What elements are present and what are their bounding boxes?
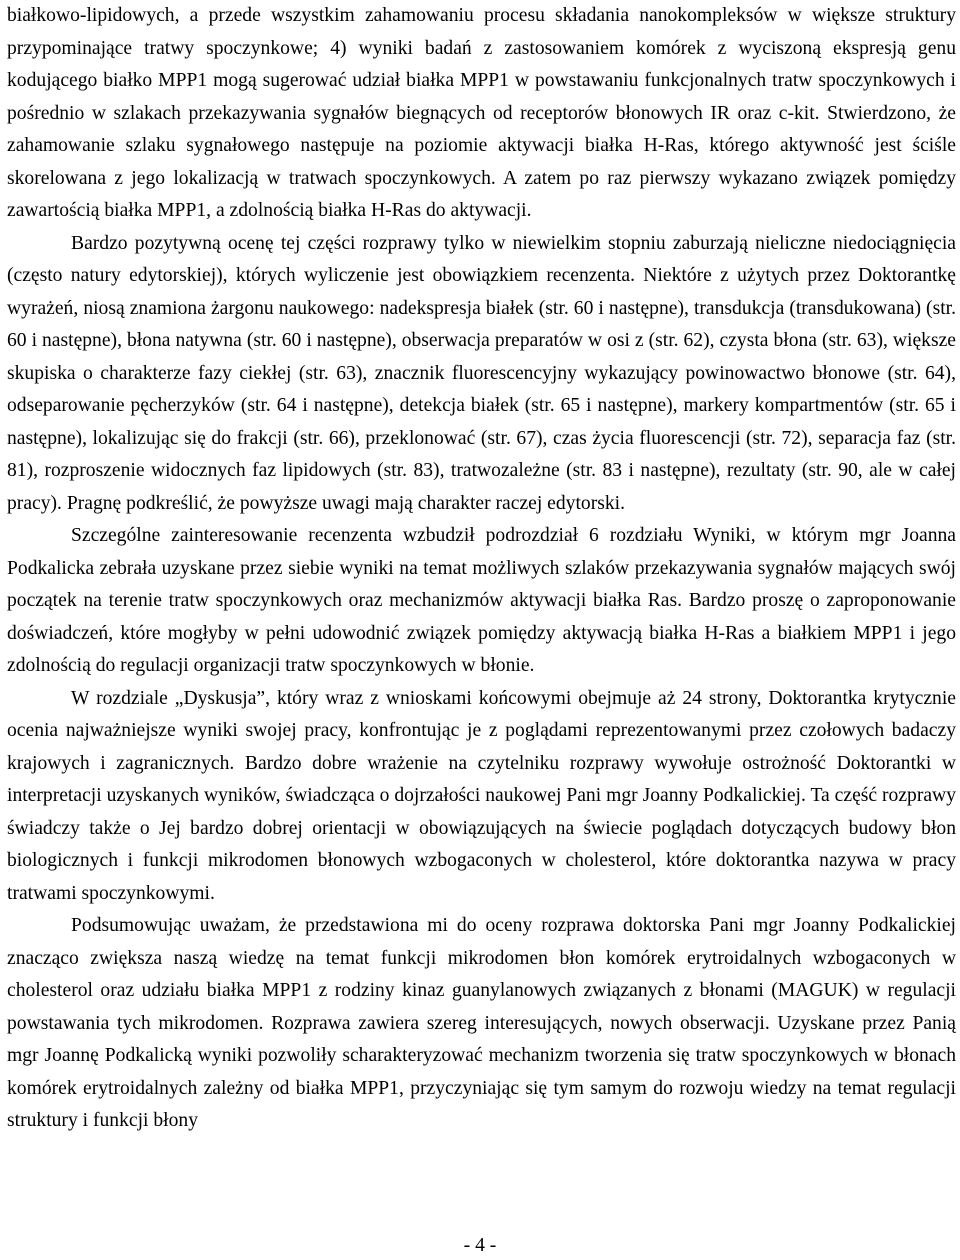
paragraph-subsection-interest: Szczególne zainteresowanie recenzenta wzbudził podrozdział 6 rozdziału Wyniki, w którym mgr Joanna Podkalicka zebrała uzyskane przez siebie wyniki na temat możliwych szlaków przekazywania sygnałów mających swój początek na terenie tratw spoczynkowych oraz mechanizmów aktywacji białka Ras. Bardzo proszę o zaproponowanie doświadczeń, które mogłyby w pełni udowodnić związek pomiędzy aktywacją białka H-Ras a białkiem MPP1 i jego zdolnością do regulacji organizacji tratw spoczynkowych w błonie. xyxy=(7,525,956,676)
document-body xyxy=(7,0,956,1138)
paragraph-discussion: W rozdziale „Dyskusja”, który wraz z wnioskami końcowymi obejmuje aż 24 strony, Doktorantka krytycznie ocenia najważniejsze wyniki swojej pracy, konfrontując je z poglądami reprezentowanymi przez czołowych badaczy krajowych i zagranicznych. Bardzo dobre wrażenie na czytelniku rozprawy wywołuje ostrożność Doktorantki w interpretacji uzyskanych wyników, świadcząca o dojrzałości naukowej Pani mgr Joanny Podkalickiej. Ta część rozprawy świadczy także o Jej bardzo dobrej orientacji w obowiązujących na świecie poglądach dotyczących budowy błon biologicznych i funkcji mikrodomen błonowych wzbogaconych w cholesterol, które doktorantka nazywa w pracy tratwami spoczynkowymi. xyxy=(7,687,956,904)
paragraph-editorial-remarks: Bardzo pozytywną ocenę tej części rozprawy tylko w niewielkim stopniu zaburzają nieliczne niedociągnięcia (często natury edytorskiej), których wyliczenie jest obowiązkiem recenzenta. Niektóre z użytych przez Doktorantkę wyrażeń, niosą znamiona żargonu naukowego: nadekspresja białek (str. 60 i następne), transdukcja (transdukowana) (str. 60 i następne), błona natywna (str. 60 i następne), obserwacja preparatów w osi z (str. 62), czysta błona (str. 63), większe skupiska o charakterze fazy ciekłej (str. 63), znacznik fluorescencyjny wykazujący powinowactwo błonowe (str. 64), odseparowanie pęcherzyków (str. 64 i następne), detekcja białek (str. 65 i następne), markery kompartmentów (str. 65 i następne), lokalizując się do frakcji (str. 66), przeklonować (str. 67), czas życia fluorescencji (str. 72), separacja faz (str. 81), rozproszenie widocznych faz lipidowych (str. 83), tratwozależne (str. 83 i następne), rezultaty (str. 90, ale w całej pracy). Pragnę podkreślić, że powyższe uwagi mają charakter raczej edytorski. xyxy=(7,232,956,514)
page-number: - 4 - xyxy=(463,1235,497,1256)
paragraph-summary: Podsumowując uważam, że przedstawiona mi do oceny rozprawa doktorska Pani mgr Joanny Podkalickiej znacząco zwiększa naszą wiedzę na temat funkcji mikrodomen błon komórek erytroidalnych wzbogaconych w cholesterol oraz udziału białka MPP1 z rodziny kinaz guanylanowych związanych z błonami (MAGUK) w regulacji powstawania tych mikrodomen. Rozprawa zawiera szereg interesujących, nowych obserwacji. Uzyskane przez Panią mgr Joannę Podkalicką wyniki pozwoliły scharakteryzować mechanizm tworzenia się tratw spoczynkowych w błonach komórek erytroidalnych zależny od białka MPP1, przyczyniając się tym samym do rozwoju wiedzy na temat regulacji struktury i funkcji błony xyxy=(7,915,956,1131)
paragraph-continuation: białkowo-lipidowych, a przede wszystkim zahamowaniu procesu składania nanokompleksów w większe struktury przypominające tratwy spoczynkowe; 4) wyniki badań z zastosowaniem komórek z wyciszoną ekspresją genu kodującego białko MPP1 mogą sugerować udział białka MPP1 w powstawaniu funkcjonalnych tratw spoczynkowych i pośrednio w szlakach przekazywania sygnałów biegnących od receptorów błonowych IR oraz c-kit. Stwierdzono, że zahamowanie szlaku sygnałowego następuje na poziomie aktywacji białka H-Ras, którego aktywność jest ściśle skorelowana z jego lokalizacją w tratwach spoczynkowych. A zatem po raz pierwszy wykazano związek pomiędzy zawartością białka MPP1, a zdolnością białka H-Ras do aktywacji. xyxy=(7,5,956,221)
